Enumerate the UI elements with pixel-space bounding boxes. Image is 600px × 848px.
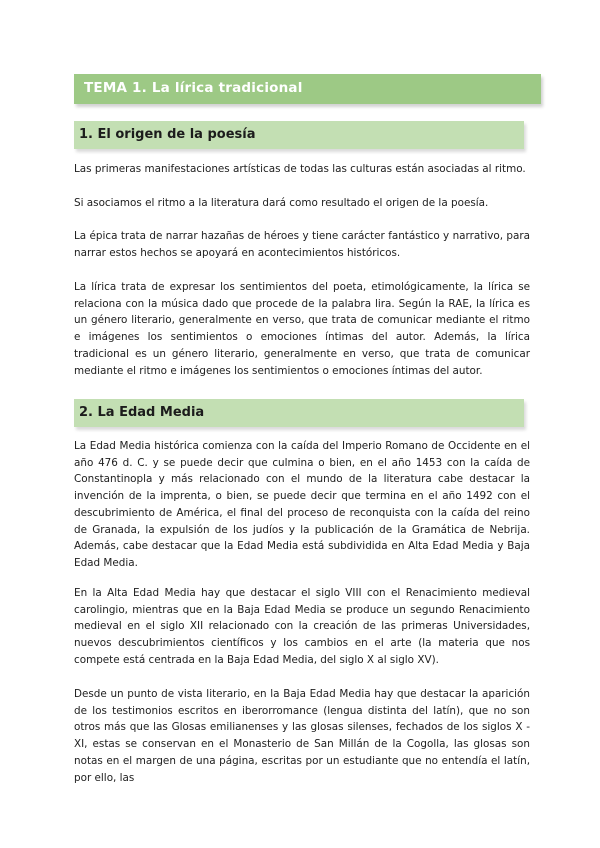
paragraph: La épica trata de narrar hazañas de héroes y tiene carácter fantástico y narrativo, para narrar estos hechos se apoyará en acontecimientos históricos. — [74, 230, 530, 259]
section-heading: 2. La Edad Media — [79, 405, 205, 420]
paragraph: Desde un punto de vista literario, en la Baja Edad Media hay que destacar la aparición de los testimonios escritos en iberorromance (lengua distinta del latín), que no son otros más que las Glosas emilianenses y las glosas silenses, fechados de los siglos X - XI, estas se conservan en el Monasterio de San Millán de la Cogolla, las glosas son notas en el margen de una página, escritas por un estudiante que no entendía el latín, por ello, las — [74, 688, 530, 784]
document-title-bar — [74, 74, 541, 104]
paragraph: La lírica trata de expresar los sentimientos del poeta, etimológicamente, la lírica se relaciona con la música dado que procede de la palabra lira. Según la RAE, la lírica es un género literario, generalmente en verso, que trata de comunicar mediante el ritmo e imágenes los sentimientos o emociones íntimas del autor. Además, la lírica tradicional es un género literario, generalmente en verso, que trata de comunicar mediante el ritmo e imágenes los sentimientos o emociones íntimas del autor. — [74, 281, 530, 377]
document-title: TEMA 1. La lírica tradicional — [84, 80, 303, 96]
paragraph: Si asociamos el ritmo a la literatura dará como resultado el origen de la poesía. — [74, 197, 489, 209]
section-heading: 1. El origen de la poesía — [79, 127, 256, 142]
paragraph: Las primeras manifestaciones artísticas de todas las culturas están asociadas al ritmo. — [74, 163, 526, 175]
paragraph: La Edad Media histórica comienza con la caída del Imperio Romano de Occidente en el año 476 d. C. y se puede decir que culmina o bien, en el año 1453 con la caída de Constantinopla y más relacionado con el mundo de la literatura cabe destacar la invención de la imprenta, o bien, se puede decir que termina en el año 1492 con el descubrimiento de América, el final del proceso de reconquista con la caída del reino de Granada, la expulsión de los judíos y la publicación de la Gramática de Nebrija. Además, cabe destacar que la Edad Media está subdividida en Alta Edad Media y Baja Edad Media. — [74, 440, 530, 569]
section-heading-bar-2 — [74, 399, 524, 427]
paragraph: En la Alta Edad Media hay que destacar el siglo VIII con el Renacimiento medieval carolingio, mientras que en la Baja Edad Media se produce un segundo Renacimiento medieval en el siglo XII relacionado con la creación de las primeras Universidades, nuevos descubrimientos científicos y los cambios en el arte (la materia que nos compete está centrada en la Baja Edad Media, del siglo X al siglo XV). — [74, 587, 530, 666]
section-heading-bar-1 — [74, 121, 524, 149]
